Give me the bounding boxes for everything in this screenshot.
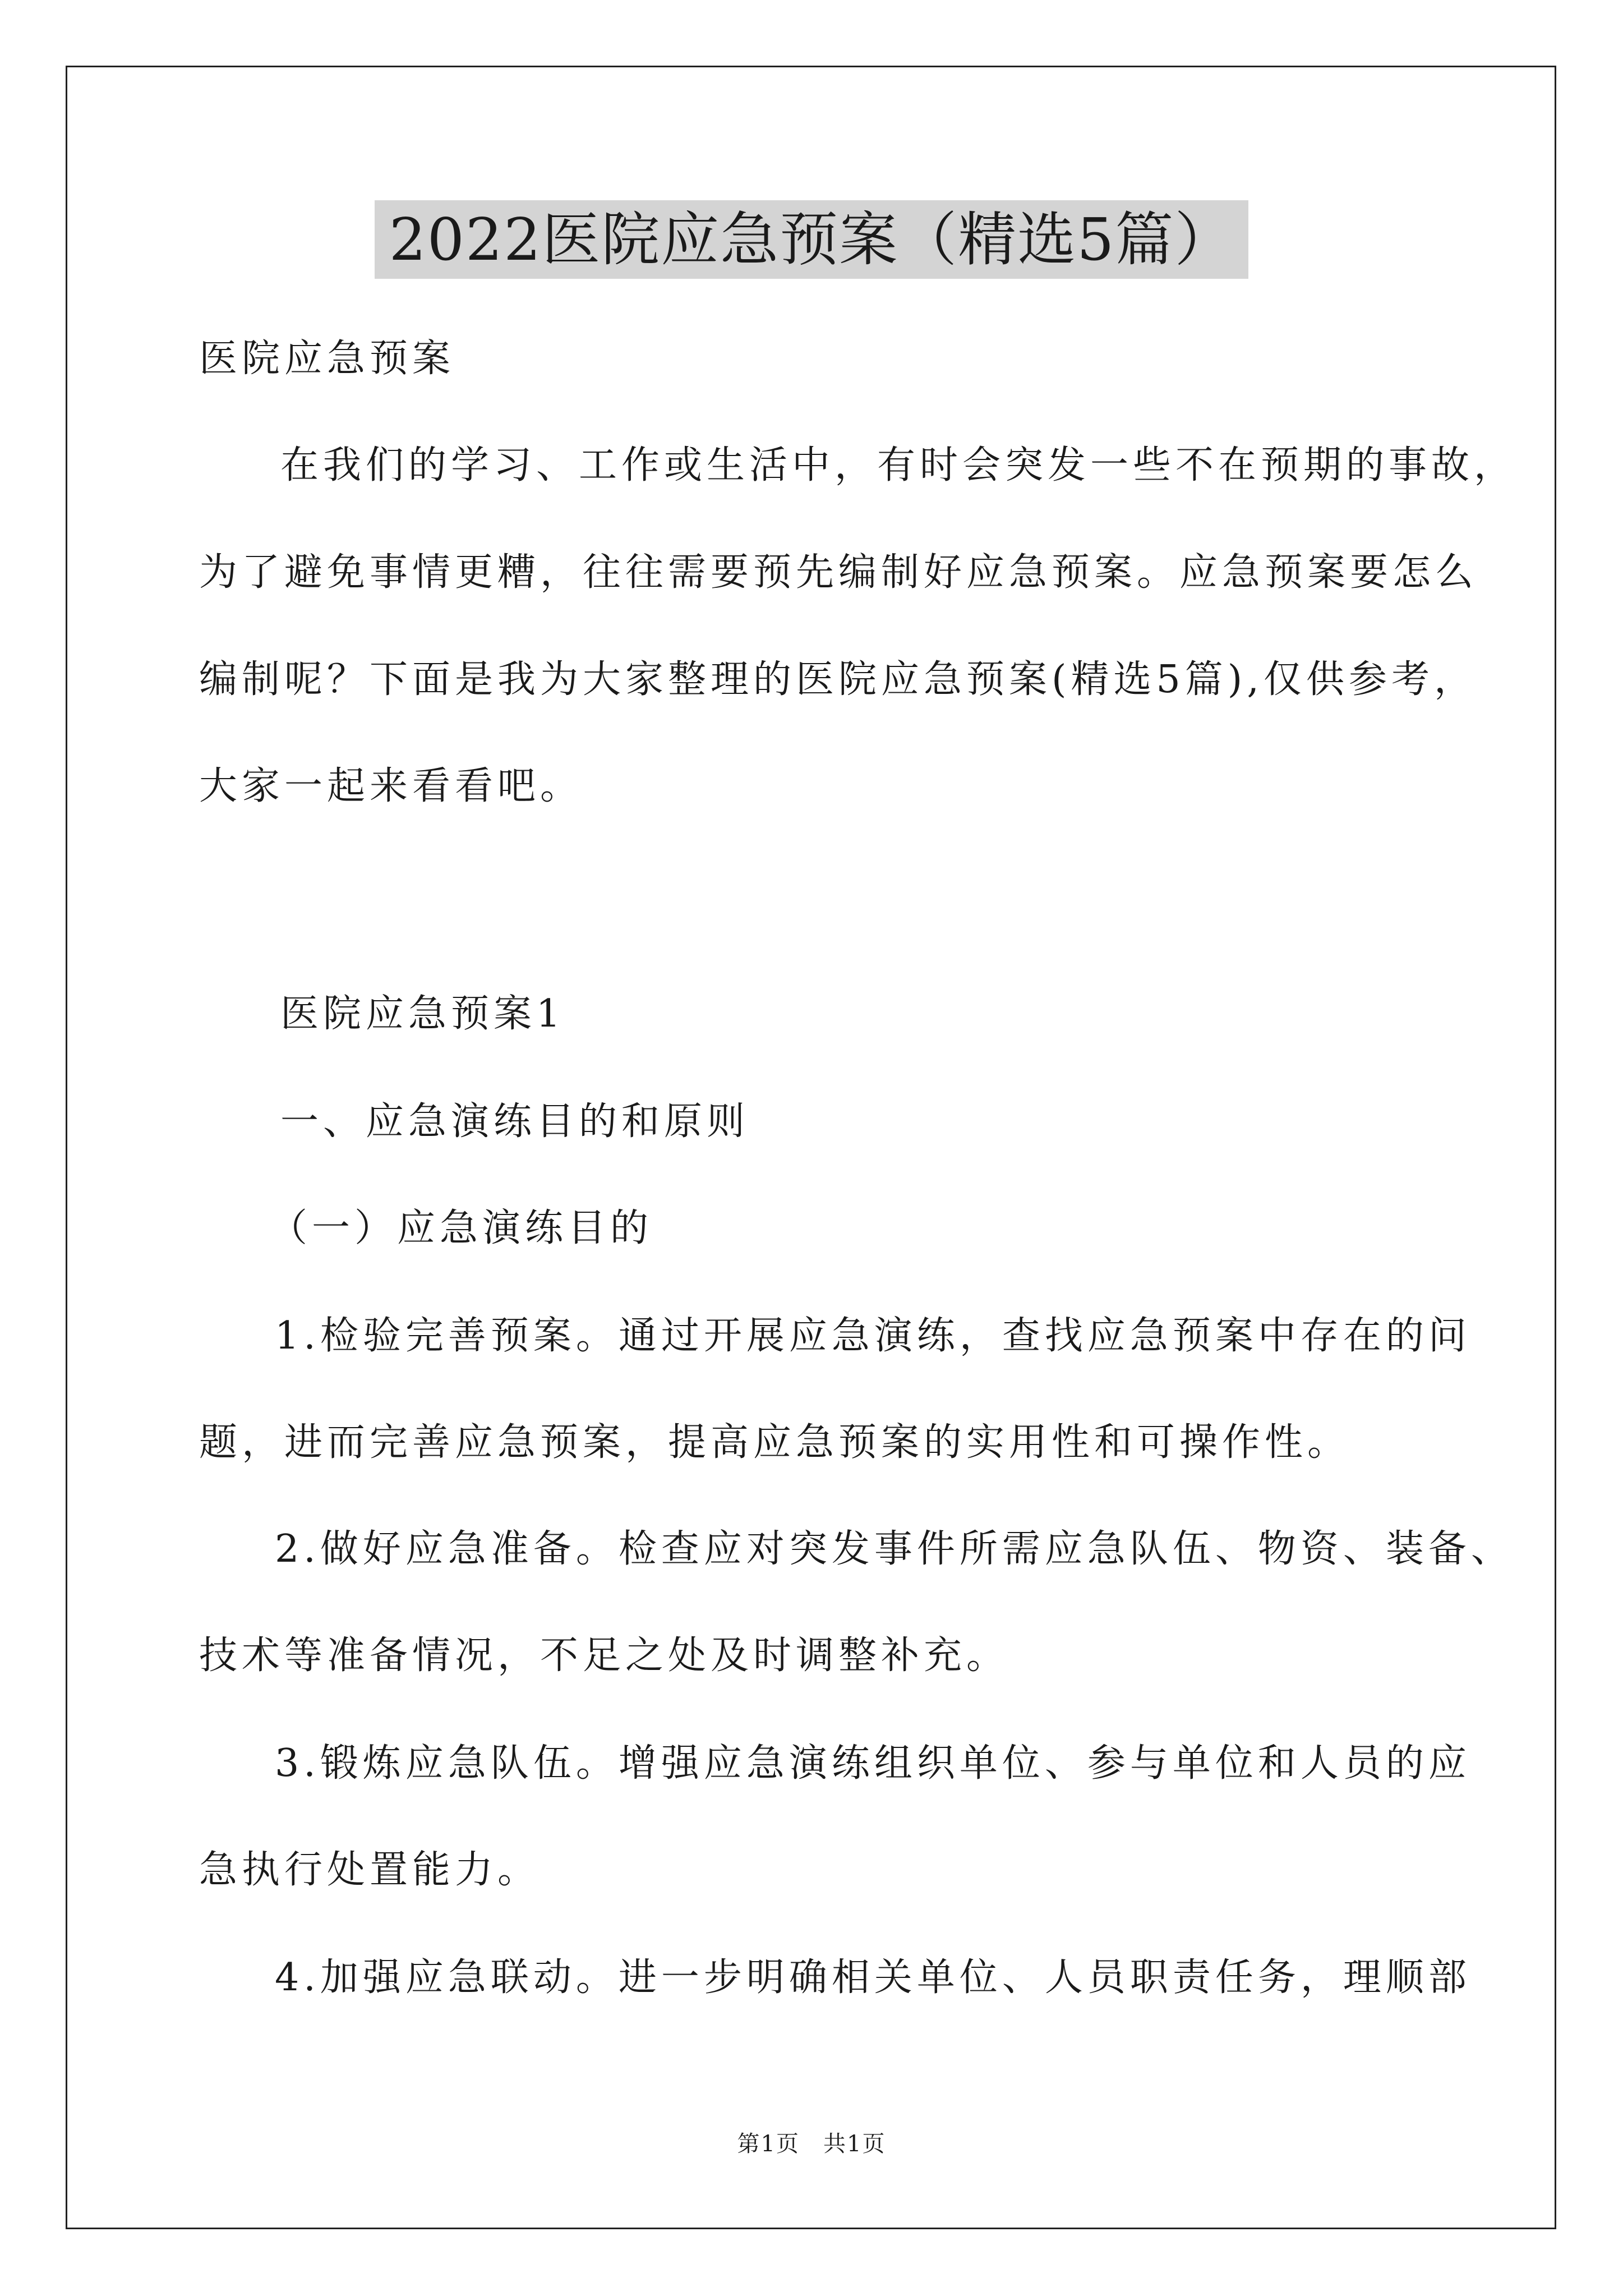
intro-line-4: 大家一起来看看吧。 [199, 764, 583, 808]
section-heading: 医院应急预案1 [280, 992, 565, 1036]
item-line-6: 急执行处置能力。 [199, 1848, 541, 1892]
item-line-7: 4.加强应急联动。进一步明确相关单位、人员职责任务，理顺部 [275, 1955, 1471, 2000]
document-subtitle: 医院应急预案 [199, 337, 455, 381]
heading-1: 一、应急演练目的和原则 [280, 1099, 750, 1144]
intro-line-3: 编制呢？下面是我为大家整理的医院应急预案(精选5篇),仅供参考， [199, 657, 1477, 702]
heading-1-1: （一）应急演练目的 [269, 1206, 653, 1250]
intro-line-1: 在我们的学习、工作或生活中，有时会突发一些不在预期的事故， [280, 443, 1517, 487]
item-line-1: 1.检验完善预案。通过开展应急演练，查找应急预案中存在的问 [275, 1314, 1471, 1358]
item-line-2: 题，进而完善应急预案，提高应急预案的实用性和可操作性。 [199, 1420, 1350, 1465]
document-title: 2022医院应急预案（精选5篇） [375, 200, 1249, 279]
intro-line-2: 为了避免事情更糟，往往需要预先编制好应急预案。应急预案要怎么 [199, 550, 1478, 595]
title-container [0, 200, 1623, 279]
item-line-5: 3.锻炼应急队伍。增强应急演练组织单位、参与单位和人员的应 [275, 1741, 1471, 1786]
page-footer: 第1页 共1页 [737, 2131, 886, 2157]
item-line-3: 2.做好应急准备。检查应对突发事件所需应急队伍、物资、装备、 [275, 1527, 1514, 1571]
item-line-4: 技术等准备情况，不足之处及时调整补充。 [199, 1634, 1009, 1678]
